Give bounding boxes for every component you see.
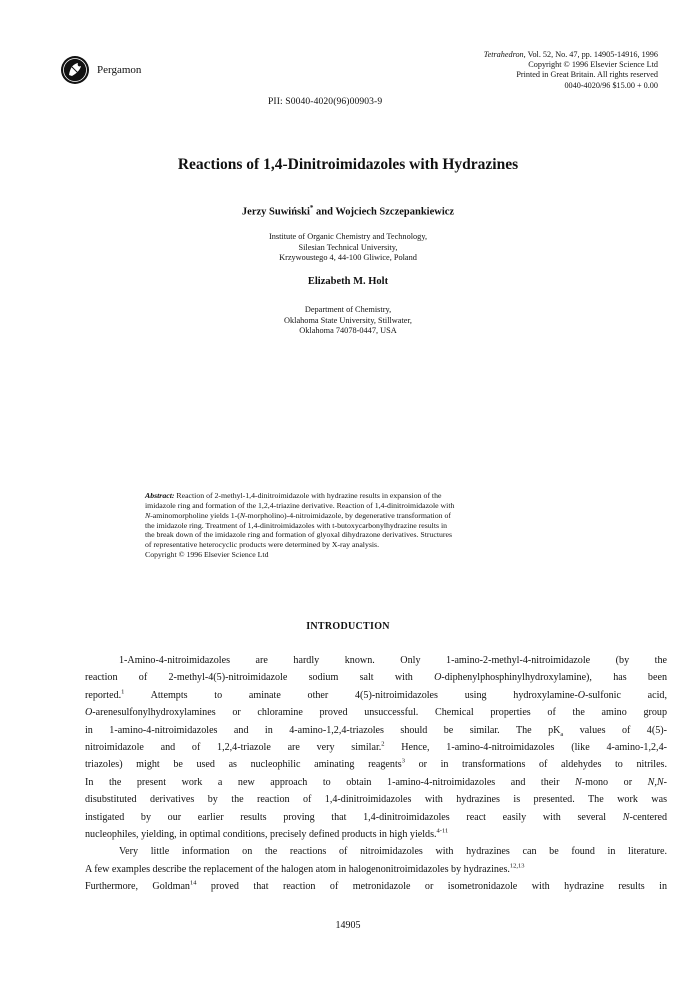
affiliation-primary: Institute of Organic Chemistry and Technology, Silesian Technical University, Krzywoustego 4, 44-100 Gliwice, Poland	[268, 232, 428, 263]
authors-primary: Jerzy Suwiński* and Wojciech Szczepankiewicz	[241, 204, 455, 218]
authors-secondary: Elizabeth M. Holt	[307, 276, 389, 287]
price-line: 0040-4020/96 $15.00 + 0.00	[564, 80, 658, 90]
affiliation-secondary: Department of Chemistry, Oklahoma State University, Stillwater, Oklahoma 74078-0447, USA	[284, 305, 412, 336]
abstract-copyright: Copyright © 1996 Elsevier Science Ltd	[145, 550, 269, 560]
printed-line: Printed in Great Britain. All rights reserved	[516, 70, 658, 80]
page-number: 14905	[335, 920, 361, 931]
abstract: Abstract: Reaction of 2-methyl-1,4-dinitroimidazole with hydrazine results in expansion of the imidazole ring and formation of the 1,2,4-triazine derivative. Reaction of 1,4-dinitroimidazole with N-aminomorpholine yields 1-(N-morpholino)-4-nitroimidazole, by degenerative transformation of the imidazole ring. Treatment of 1,4-dinitroimidazoles with t-butoxycarbonylhydrazine results in the break down of the imidazole ring and formation of glyoxal dihydrazone derivatives. Structures of representative heterocyclic products were determined by X-ray analysis. Copyright © 1996 Elsevier Science Ltd	[145, 491, 550, 560]
publisher-name: Pergamon	[97, 64, 142, 76]
journal-info	[484, 50, 658, 91]
paper-title: Reactions of 1,4-Dinitroimidazoles with Hydrazines	[177, 156, 519, 173]
pergamon-logo-icon	[60, 55, 90, 85]
journal-citation: Tetrahedron, Vol. 52, No. 47, pp. 14905-14916, 1996	[483, 50, 658, 59]
pii-identifier: PII: S0040-4020(96)00903-9	[268, 96, 383, 107]
copyright-line: Copyright © 1996 Elsevier Science Ltd	[528, 60, 658, 70]
body-paragraph-1: 1-Amino-4-nitroimidazoles are hardly known. Only 1-amino-2-methyl-4-nitroimidazole (by the reaction of 2-methyl-4(5)-nitroimidazole sodium salt with O-diphenylphosphinylhydroxylamine), has been reported.$^1$ Attempts to aminate other 4(5)-nitroimidazoles using hydroxylamine-O-sulfonic acid, O-arenesulfonylhydroxylamines or chloramine proved unsuccessful. Chemical properties of the amino group in 1-amino-4-nitroimidazoles and in 4-amino-1,2,4-triazoles should be similar. The $pK_a$ values of 4(5)- nitroimidazole and of 1,2,4-triazole are very similar.$^2$ Hence, 1-amino-4-nitroimidazoles (like 4-amino-1,2,4- triazoles) might be used as nucleophilic aminating reagents$^3$ or in transformations of aldehydes to nitriles. In the present work a new approach to obtain 1-amino-4-nitroimidazoles and their N-mono or N,N- disubstituted derivatives by the reaction of 1,4-dinitroimidazoles with hydrazines is presented. The work was instigated by our earlier results proving that 1,4-dinitroimidazoles react easily with several N-centered nucleophiles, yielding, in optimal conditions, precisely defined products in high yields.$^{4-11}$	[85, 655, 668, 840]
section-heading-introduction: INTRODUCTION	[306, 621, 390, 632]
abstract-label: Abstract:	[145, 491, 175, 500]
body-paragraph-2: Very little information on the reactions of nitroimidazoles with hydrazines can be found in literature. A few examples describe the replacement of the halogen atom in halogenonitroimidazoles by hydrazines.$^{12,13}$ Furthermore, Goldman$^{14}$ proved that reaction of metronidazole or isometronidazole with hydrazine results in	[85, 846, 667, 893]
